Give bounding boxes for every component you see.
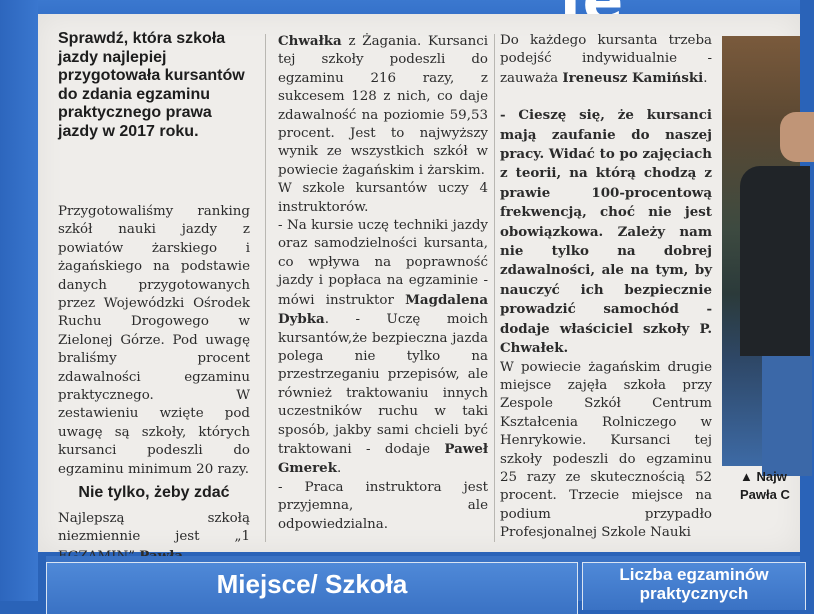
instructor-name-3: Ireneusz Kamiński — [562, 69, 704, 86]
paragraph-individual — [500, 32, 712, 88]
caption-line-2: Pawła C — [740, 487, 790, 502]
caption-line-1: ▲ Najw — [740, 469, 787, 484]
owner-quote-text: - Cieszę się, że kursanci mają zaufanie do naszej pracy. Widać to po zajęciach z teorii, na którą chodzą z prawie 100-procentową frekwencją, choć nie jest obowiązkowa. Zależy nam nie tylko na dobrej zdawalności, ale na tym, by nauczyć ich bezpiecznie prowadzić samochód - dodaje właściciel szkoły P. Chwałek. — [500, 107, 712, 357]
column-divider-1 — [265, 34, 266, 542]
paragraph-ranking: W powiecie żagańskim drugie miejsce zajęła szkoła przy Zespole Szkół Centrum Kształcenia Rolniczego w Henrykowie. Kursanci tej szkoły podeszli do egzaminu 25 razy ze skutecznością 52 procent. Trzecie miejsce na podium przypadło Profesjonalnej Szkole Nauki — [500, 359, 712, 541]
quote-part-c: . — [336, 461, 342, 477]
column-divider-2 — [494, 34, 495, 542]
ranking-table-header — [46, 556, 800, 601]
intro-paragraph: Przygotowaliśmy ranking szkół nauki jazdy z powiatów żarskiego i żagańskiego na podstawie danych przygotowanych przez Wojewódzki Ośrodek Ruchu Drogowego w Zielonej Górze. Pod uwagę braliśmy procent zdawalności egzaminu praktycznego. W zestawieniu wzięte pod uwagę są szkoły, których kursanci podeszli do egzaminu minimum 20 razy. — [58, 204, 250, 477]
photo-head — [780, 112, 814, 162]
page-edge — [0, 0, 38, 601]
lead-text: Sprawdź, która szkoła jazdy najlepiej przygotowała kursantów do zdania egzaminu praktycznego prawa jazdy w 2017 roku. — [58, 30, 245, 140]
column-1 — [58, 203, 250, 479]
paragraph-job: - Praca instruktora jest przyjemna, ale odpowiedzialna. — [278, 479, 488, 532]
instructor-name-2: Paweł Gmerek — [278, 440, 488, 477]
photo-jacket — [740, 166, 810, 356]
quote-part-b: . - Uczę moich kursantów,że bezpieczna jazda polega nie tylko na przestrzeganiu przepisów, ale również traktowaniu innych uczestników ruchu w taki sposób, jakby sami chcieli być traktowani - dodaje — [278, 312, 488, 457]
quote-part-a: - Na kursie uczę techniki jazdy oraz samodzielności kursanta, co wpływa na poprawność jazdy i popłaca na egzaminie - mówi instruktor — [278, 218, 488, 308]
photo-caption — [740, 468, 810, 504]
photo-jeans — [762, 356, 812, 476]
results-text: z Żagania. Kursanci tej szkoły podeszli do egzaminu 216 razy, z sukcesem 128 z nich, co daje zdawalność na poziomie 59,53 procent. Jest to najwyższy wynik ze wszystkich szkół w powiecie żagańskim i żarskim. — [278, 34, 488, 178]
individual-text: Do każdego kursanta trzeba podejść indywidualnie - zauważa — [500, 33, 712, 86]
column-3 — [500, 32, 712, 543]
column-2 — [278, 32, 488, 534]
table-header-exam-count: Liczba egzaminów praktycznych — [582, 562, 806, 610]
paragraph-results — [278, 32, 488, 180]
subheading: Nie tylko, żeby zdać — [78, 484, 230, 501]
instructor-name-1: Magdalena Dybka — [278, 291, 488, 328]
bold-name: Chwałka — [278, 33, 342, 49]
paragraph-quote — [278, 217, 488, 479]
table-header-place: Miejsce/ Szkoła — [46, 562, 578, 614]
individual-end: . — [703, 70, 708, 86]
instructor-photo — [722, 36, 800, 466]
tail-text: Najlepszą szkołą niezmiennie jest „1 — [58, 511, 250, 545]
paragraph-instructors: W szkole kursantów uczy 4 instruktorów. — [278, 181, 488, 215]
owner-quote — [500, 106, 712, 358]
